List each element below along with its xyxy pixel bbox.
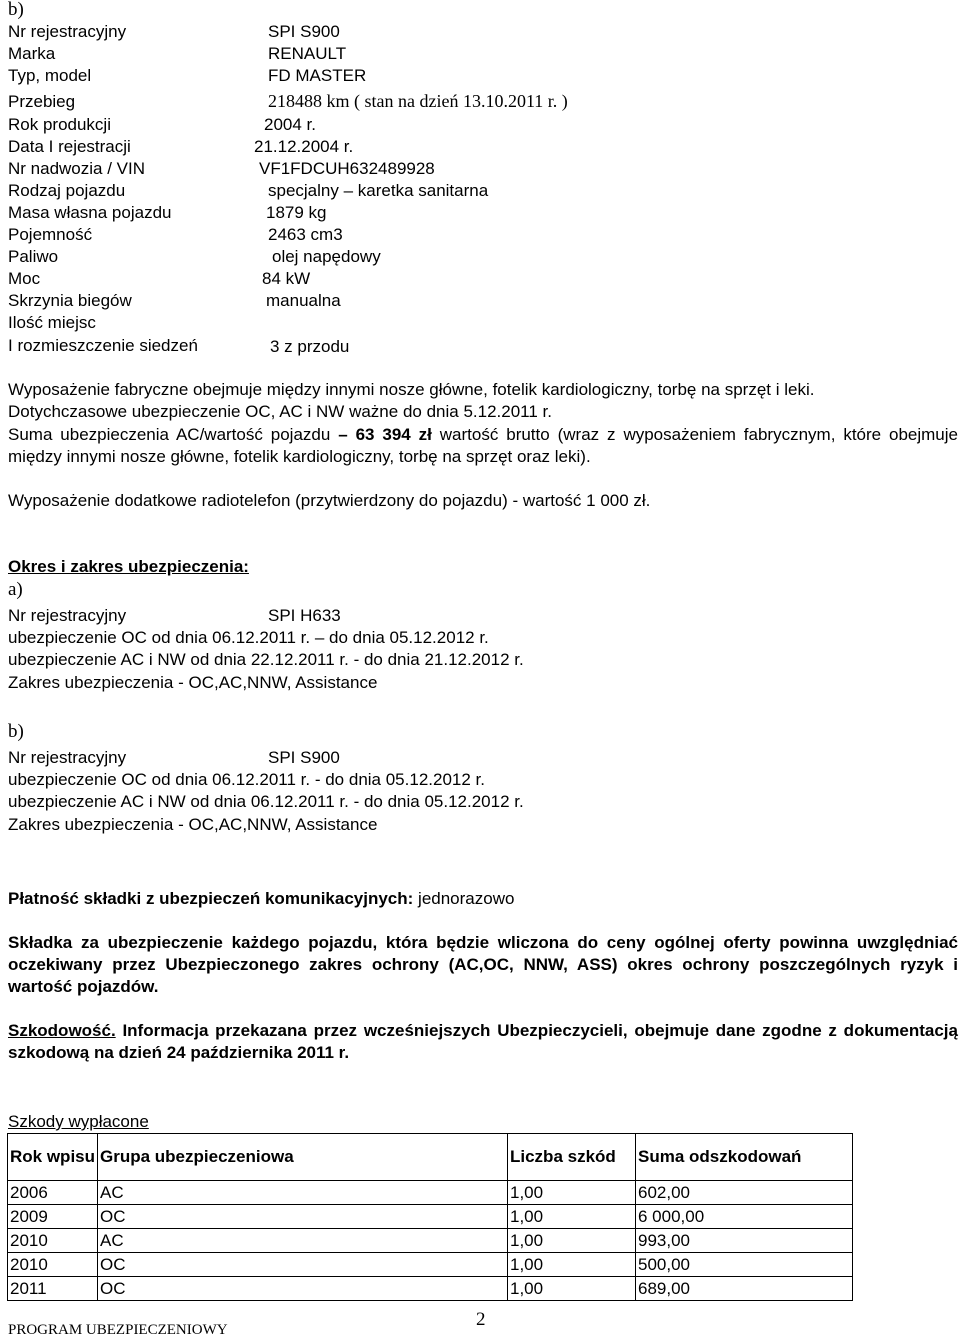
spec-label-mileage: Przebieg	[8, 92, 76, 111]
spec-label-weight: Masa własna pojazdu	[8, 203, 172, 222]
cell-group: AC	[98, 1181, 508, 1205]
spec-value-fuel: olej napędowy	[272, 247, 381, 266]
spec-value-registration: SPI S900	[268, 22, 340, 41]
cell-count: 1,00	[508, 1277, 636, 1301]
spec-value-capacity: 2463 cm3	[268, 225, 343, 244]
spec-label-capacity: Pojemność	[8, 225, 93, 244]
table-row	[8, 1277, 853, 1301]
spec-value-weight: 1879 kg	[266, 203, 327, 222]
table-row	[8, 1229, 853, 1253]
section-b-label: b)	[8, 0, 24, 20]
spec-value-model: FD MASTER	[268, 66, 367, 85]
cell-group: OC	[98, 1205, 508, 1229]
scope-a-zakres: Zakres ubezpieczenia - OC,AC,NNW, Assistance	[8, 673, 378, 692]
table-row	[8, 1181, 853, 1205]
spec-label-production-year: Rok produkcji	[8, 115, 111, 134]
scope-heading: Okres i zakres ubezpieczenia:	[8, 557, 249, 576]
spec-value-production-year: 2004 r.	[264, 115, 316, 134]
scope-b-reg-value: SPI S900	[268, 748, 340, 767]
scope-b-oc: ubezpieczenie OC od dnia 06.12.2011 r. - do dnia 05.12.2012 r.	[8, 770, 485, 789]
extra-equipment: Wyposażenie dodatkowe radiotelefon (przytwierdzony do pojazdu) - wartość 1 000 zł.	[8, 491, 651, 510]
insurance-sum-amount: 63 394 zł	[347, 425, 432, 444]
payment-label: Płatność składki z ubezpieczeń komunikacyjnych:	[8, 889, 414, 908]
spec-label-vin: Nr nadwozia / VIN	[8, 159, 145, 178]
scope-a-reg-label: Nr rejestracyjny	[8, 606, 127, 625]
spec-value-vin: VF1FDCUH632489928	[259, 159, 435, 178]
spec-label-first-registration: Data I rejestracji	[8, 137, 131, 156]
cell-sum: 602,00	[636, 1181, 853, 1205]
spec-label-fuel: Paliwo	[8, 247, 59, 266]
insurance-sum-dash: –	[338, 425, 348, 444]
cell-year: 2010	[8, 1253, 98, 1277]
equipment-line-2: Dotychczasowe ubezpieczenie OC, AC i NW ważne do dnia 5.12.2011 r.	[8, 402, 552, 421]
cell-year: 2009	[8, 1205, 98, 1229]
spec-value-power: 84 kW	[262, 269, 311, 288]
cell-sum: 689,00	[636, 1277, 853, 1301]
claims-table-header-row	[8, 1134, 853, 1181]
spec-label-gearbox: Skrzynia biegów	[8, 291, 132, 310]
cell-group: OC	[98, 1253, 508, 1277]
spec-value-make: RENAULT	[268, 44, 347, 63]
cell-count: 1,00	[508, 1229, 636, 1253]
claims-history-note	[8, 1020, 958, 1064]
claims-history-text: Informacja przekazana przez wcześniejszych Ubezpieczycieli, obejmuje dane zgodne z dokumentacją szkodową na dzień 24 października 2011 r.	[8, 1021, 958, 1062]
scope-a-ac: ubezpieczenie AC i NW od dnia 22.12.2011 r. - do dnia 21.12.2012 r.	[8, 650, 524, 669]
cell-year: 2006	[8, 1181, 98, 1205]
payment-value: jednorazowo	[413, 889, 515, 908]
header-count: Liczba szkód	[508, 1134, 636, 1181]
spec-value-gearbox: manualna	[266, 291, 341, 310]
scope-a-reg-value: SPI H633	[268, 606, 341, 625]
cell-sum: 500,00	[636, 1253, 853, 1277]
scope-b-label: b)	[8, 721, 24, 742]
cell-sum: 993,00	[636, 1229, 853, 1253]
equipment-line-1: Wyposażenie fabryczne obejmuje między innymi nosze główne, fotelik kardiologiczny, torbę na sprzęt i leki.	[8, 380, 815, 399]
cell-sum: 6 000,00	[636, 1205, 853, 1229]
spec-value-seat-layout: 3 z przodu	[270, 337, 350, 356]
spec-label-seats: Ilość miejsc	[8, 313, 96, 332]
header-sum: Suma odszkodowań	[636, 1134, 853, 1181]
cell-count: 1,00	[508, 1181, 636, 1205]
scope-b-zakres: Zakres ubezpieczenia - OC,AC,NNW, Assistance	[8, 815, 378, 834]
claims-history-label: Szkodowość.	[8, 1021, 116, 1040]
spec-label-vehicle-type: Rodzaj pojazdu	[8, 181, 126, 200]
scope-b-reg-label: Nr rejestracyjny	[8, 748, 127, 767]
spec-label-model: Typ, model	[8, 66, 92, 85]
claims-table	[7, 1133, 853, 1301]
spec-label-power: Moc	[8, 269, 41, 288]
spec-value-mileage: 218488 km ( stan na dzień 13.10.2011 r. )	[268, 91, 568, 111]
insurance-sum-prefix: Suma ubezpieczenia AC/wartość pojazdu	[8, 425, 339, 444]
cell-group: OC	[98, 1277, 508, 1301]
insurance-sum-rest: wartość brutto (wraz z wyposażeniem fabrycznym, które obejmuje między innymi nosze główne, fotelik kardiologiczny, torbę na sprzęt oraz leki).	[8, 425, 958, 466]
scope-a-label: a)	[8, 579, 23, 600]
table-row	[8, 1205, 853, 1229]
payment-line	[8, 889, 514, 909]
cell-year: 2010	[8, 1229, 98, 1253]
spec-value-first-registration: 21.12.2004 r.	[254, 137, 354, 156]
spec-label-make: Marka	[8, 44, 56, 63]
cell-count: 1,00	[508, 1205, 636, 1229]
premium-note: Składka za ubezpieczenie każdego pojazdu, która będzie wliczona do ceny ogólnej oferty powinna uwzględniać oczekiwany przez Ubezpieczonego zakres ochrony (AC,OC, NNW, ASS) okres ochrony poszczególnych ryzyk i wartość pojazdów.	[8, 933, 958, 996]
cell-count: 1,00	[508, 1253, 636, 1277]
insurance-sum-paragraph	[8, 424, 958, 468]
cell-group: AC	[98, 1229, 508, 1253]
scope-a-oc: ubezpieczenie OC od dnia 06.12.2011 r. – do dnia 05.12.2012 r.	[8, 628, 489, 647]
header-year: Rok wpisu	[8, 1134, 98, 1181]
scope-b-ac: ubezpieczenie AC i NW od dnia 06.12.2011 r. - do dnia 05.12.2012 r.	[8, 792, 524, 811]
header-group: Grupa ubezpieczeniowa	[98, 1134, 508, 1181]
spec-label-seat-layout: I rozmieszczenie siedzeń	[8, 336, 198, 355]
table-row	[8, 1253, 853, 1277]
cell-year: 2011	[8, 1277, 98, 1301]
claims-table-title: Szkody wypłacone	[8, 1112, 149, 1131]
footer-program-title: PROGRAM UBEZPIECZENIOWY	[8, 1322, 228, 1338]
page-number: 2	[476, 1309, 486, 1330]
spec-label-registration: Nr rejestracyjny	[8, 22, 127, 41]
spec-value-vehicle-type: specjalny – karetka sanitarna	[268, 181, 489, 200]
